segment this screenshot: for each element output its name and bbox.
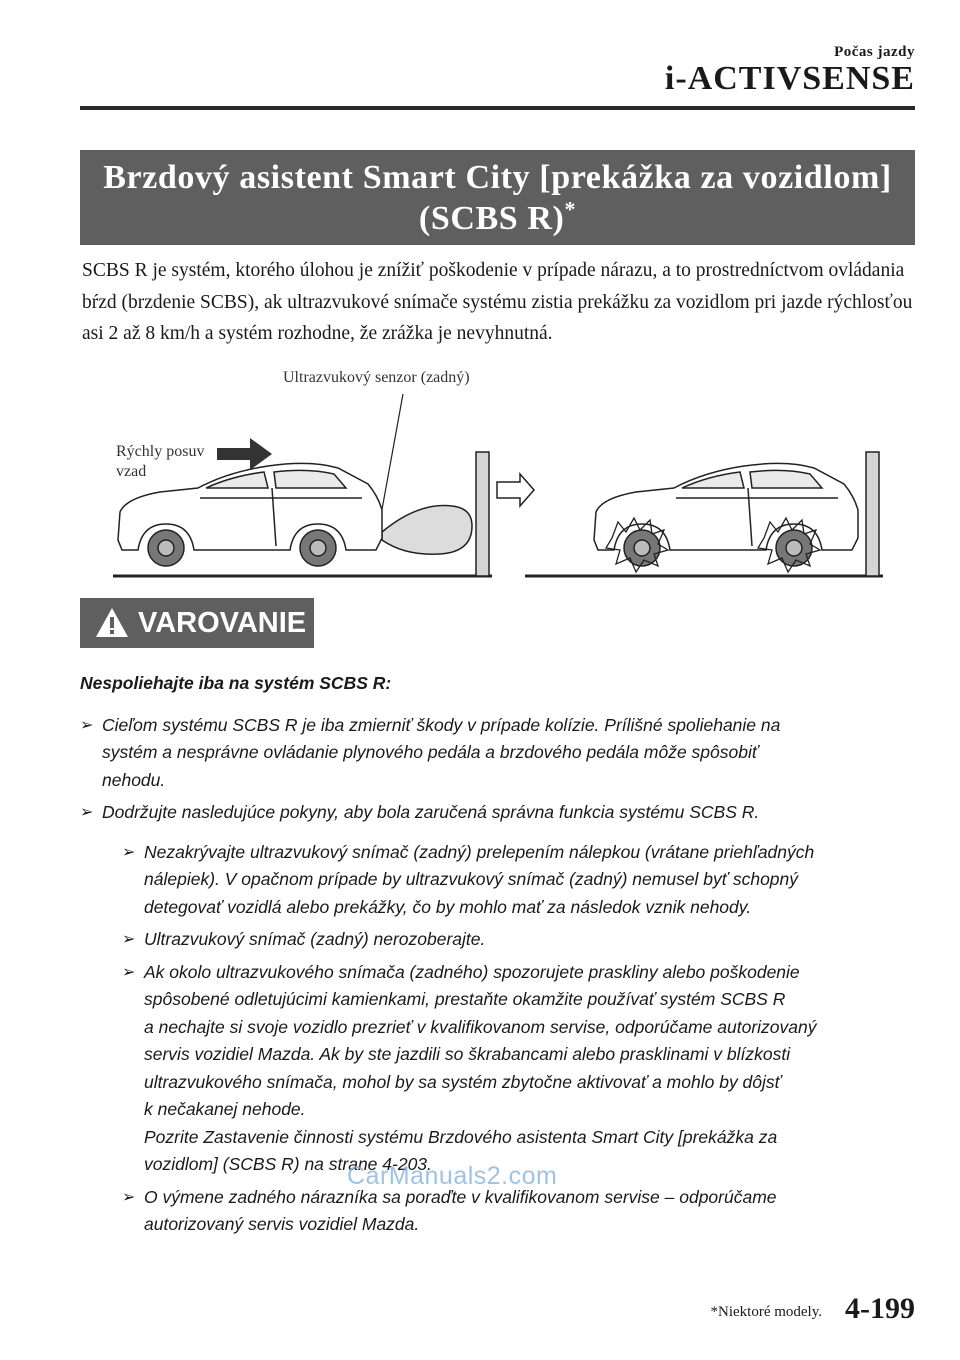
footnote-mark: * (564, 196, 577, 222)
warning-subitem-4: ➢ O výmene zadného nárazníka sa poraďte v kvalifikovanom servise – odporúčame autorizovaný servis vozidiel Mazda. (122, 1184, 920, 1239)
obstacle-post-right (866, 452, 879, 576)
chapter-title: i-ACTIVSENSE (664, 60, 915, 97)
sensor-label: Ultrazvukový senzor (zadný) (283, 369, 470, 386)
warning-list (80, 712, 920, 1239)
reverse-arrow-icon (217, 438, 272, 470)
warning-item-2: ➢ Dodržujte nasledujúce pokyny, aby bola zaručená správna funkcia systému SCBS R. ➢ Nezakrývajte ultrazvukový snímač (zadný) prelepením nálepkou (vrátane priehľadných nálepiek). V opačnom prípade by ultrazvukový snímač (zadný) nemusel byť schopný detegovať vozidlá alebo prekážky, čo by mohlo mať za následok vznik nehody. ➢ Ultrazvukový snímač (zadný) nerozoberajte. ➢ Ak okolo ultrazvukového snímača (zadného) spozorujete praskliny alebo poškodenie spôsobené odletujúcimi kamienkami, prestaňte okamžite používať systém SCBS R a nechajte si svoje vozidlo prezrieť v kvalifikovanom servise, odporúčame autorizovaný servis vozidiel Mazda. Ak by ste jazdili so škrabancami alebo prasklinami v blízkosti ultrazvukového snímača, mohol by sa systém zbytočne aktivovať a mohlo by dôjsť k nečakanej nehode. Pozrite Zastavenie činnosti systému Brzdového asistenta Smart City [prekážka za vozidlom] (SCBS R) na strane 4-203. ➢ O výmene zadného nárazníka sa poraďte v kvalifikovanom servise – odporúčame autorizovaný servis vozidiel Mazda. (80, 799, 920, 1239)
scbs-illustration (100, 380, 900, 580)
ultrasonic-wave (382, 506, 472, 555)
warning-subitem-2: ➢ Ultrazvukový snímač (zadný) nerozoberajte. (122, 926, 920, 954)
header-divider (80, 106, 915, 110)
warning-content (80, 670, 920, 1244)
reverse-label-line-2: vzad (116, 463, 147, 480)
heading-line-2 (80, 198, 915, 239)
intro-paragraph: SCBS R je systém, ktorého úlohou je znížiť poškodenie v prípade nárazu, a to prostredníctvom ovládania bŕzd (brzdenie SCBS), ak ultrazvukové snímače systému zistia prekážku za vozidlom pri jazde rýchlosťou asi 2 až 8 km/h a systém rozhodne, že zrážka je nevyhnutná. (82, 260, 913, 344)
warning-heading: Nespoliehajte iba na systém SCBS R: (80, 673, 392, 693)
right-scene (525, 452, 883, 576)
section-title: Počas jazdy (834, 44, 915, 60)
warning-badge (80, 598, 314, 648)
warning-badge-label: VAROVANIE (138, 607, 307, 639)
page-number: 4-199 (845, 1292, 915, 1325)
warning-item-1: ➢ Cieľom systému SCBS R je iba zmierniť škody v prípade kolízie. Prílišné spoliehanie na systém a nesprávne ovládanie plynového pedála a brzdového pedála môže spôsobiť nehodu. (80, 712, 920, 795)
warning-subitem-3: ➢ Ak okolo ultrazvukového snímača (zadného) spozorujete praskliny alebo poškodenie spôsobené odletujúcimi kamienkami, prestaňte okamžite používať systém SCBS R a nechajte si svoje vozidlo prezrieť v kvalifikovanom servise, odporúčame autorizovaný servis vozidiel Mazda. Ak by ste jazdili so škrabancami alebo prasklinami v blízkosti ultrazvukového snímača, mohol by sa systém zbytočne aktivovať a mohlo by dôjsť k nečakanej nehode. Pozrite Zastavenie činnosti systému Brzdového asistenta Smart City [prekážka za vozidlom] (SCBS R) na strane 4-203. (122, 959, 920, 1179)
warning-subitem-1: ➢ Nezakrývajte ultrazvukový snímač (zadný) prelepením nálepkou (vrátane priehľadných nálepiek). V opačnom prípade by ultrazvukový snímač (zadný) nemusel byť schopný detegovať vozidlá alebo prekážky, čo by mohlo mať za následok vznik nehody. (122, 839, 920, 922)
warning-triangle-icon (94, 606, 130, 640)
left-scene (113, 394, 492, 576)
reverse-label-line-1: Rýchly posuv (116, 443, 205, 460)
heading-line-1: Brzdový asistent Smart City [prekážka za vozidlom] (103, 159, 892, 196)
watermark: CarManuals2.com (347, 1162, 558, 1190)
sensor-leader-line (379, 394, 403, 526)
section-heading-box (80, 150, 915, 245)
heading-acronym: (SCBS R) (418, 200, 565, 237)
suv-windows (206, 470, 346, 488)
suv-left (118, 463, 382, 566)
obstacle-post-left (476, 452, 489, 576)
transition-arrow-icon (497, 474, 534, 506)
footnote: *Niektoré modely. (710, 1304, 822, 1320)
